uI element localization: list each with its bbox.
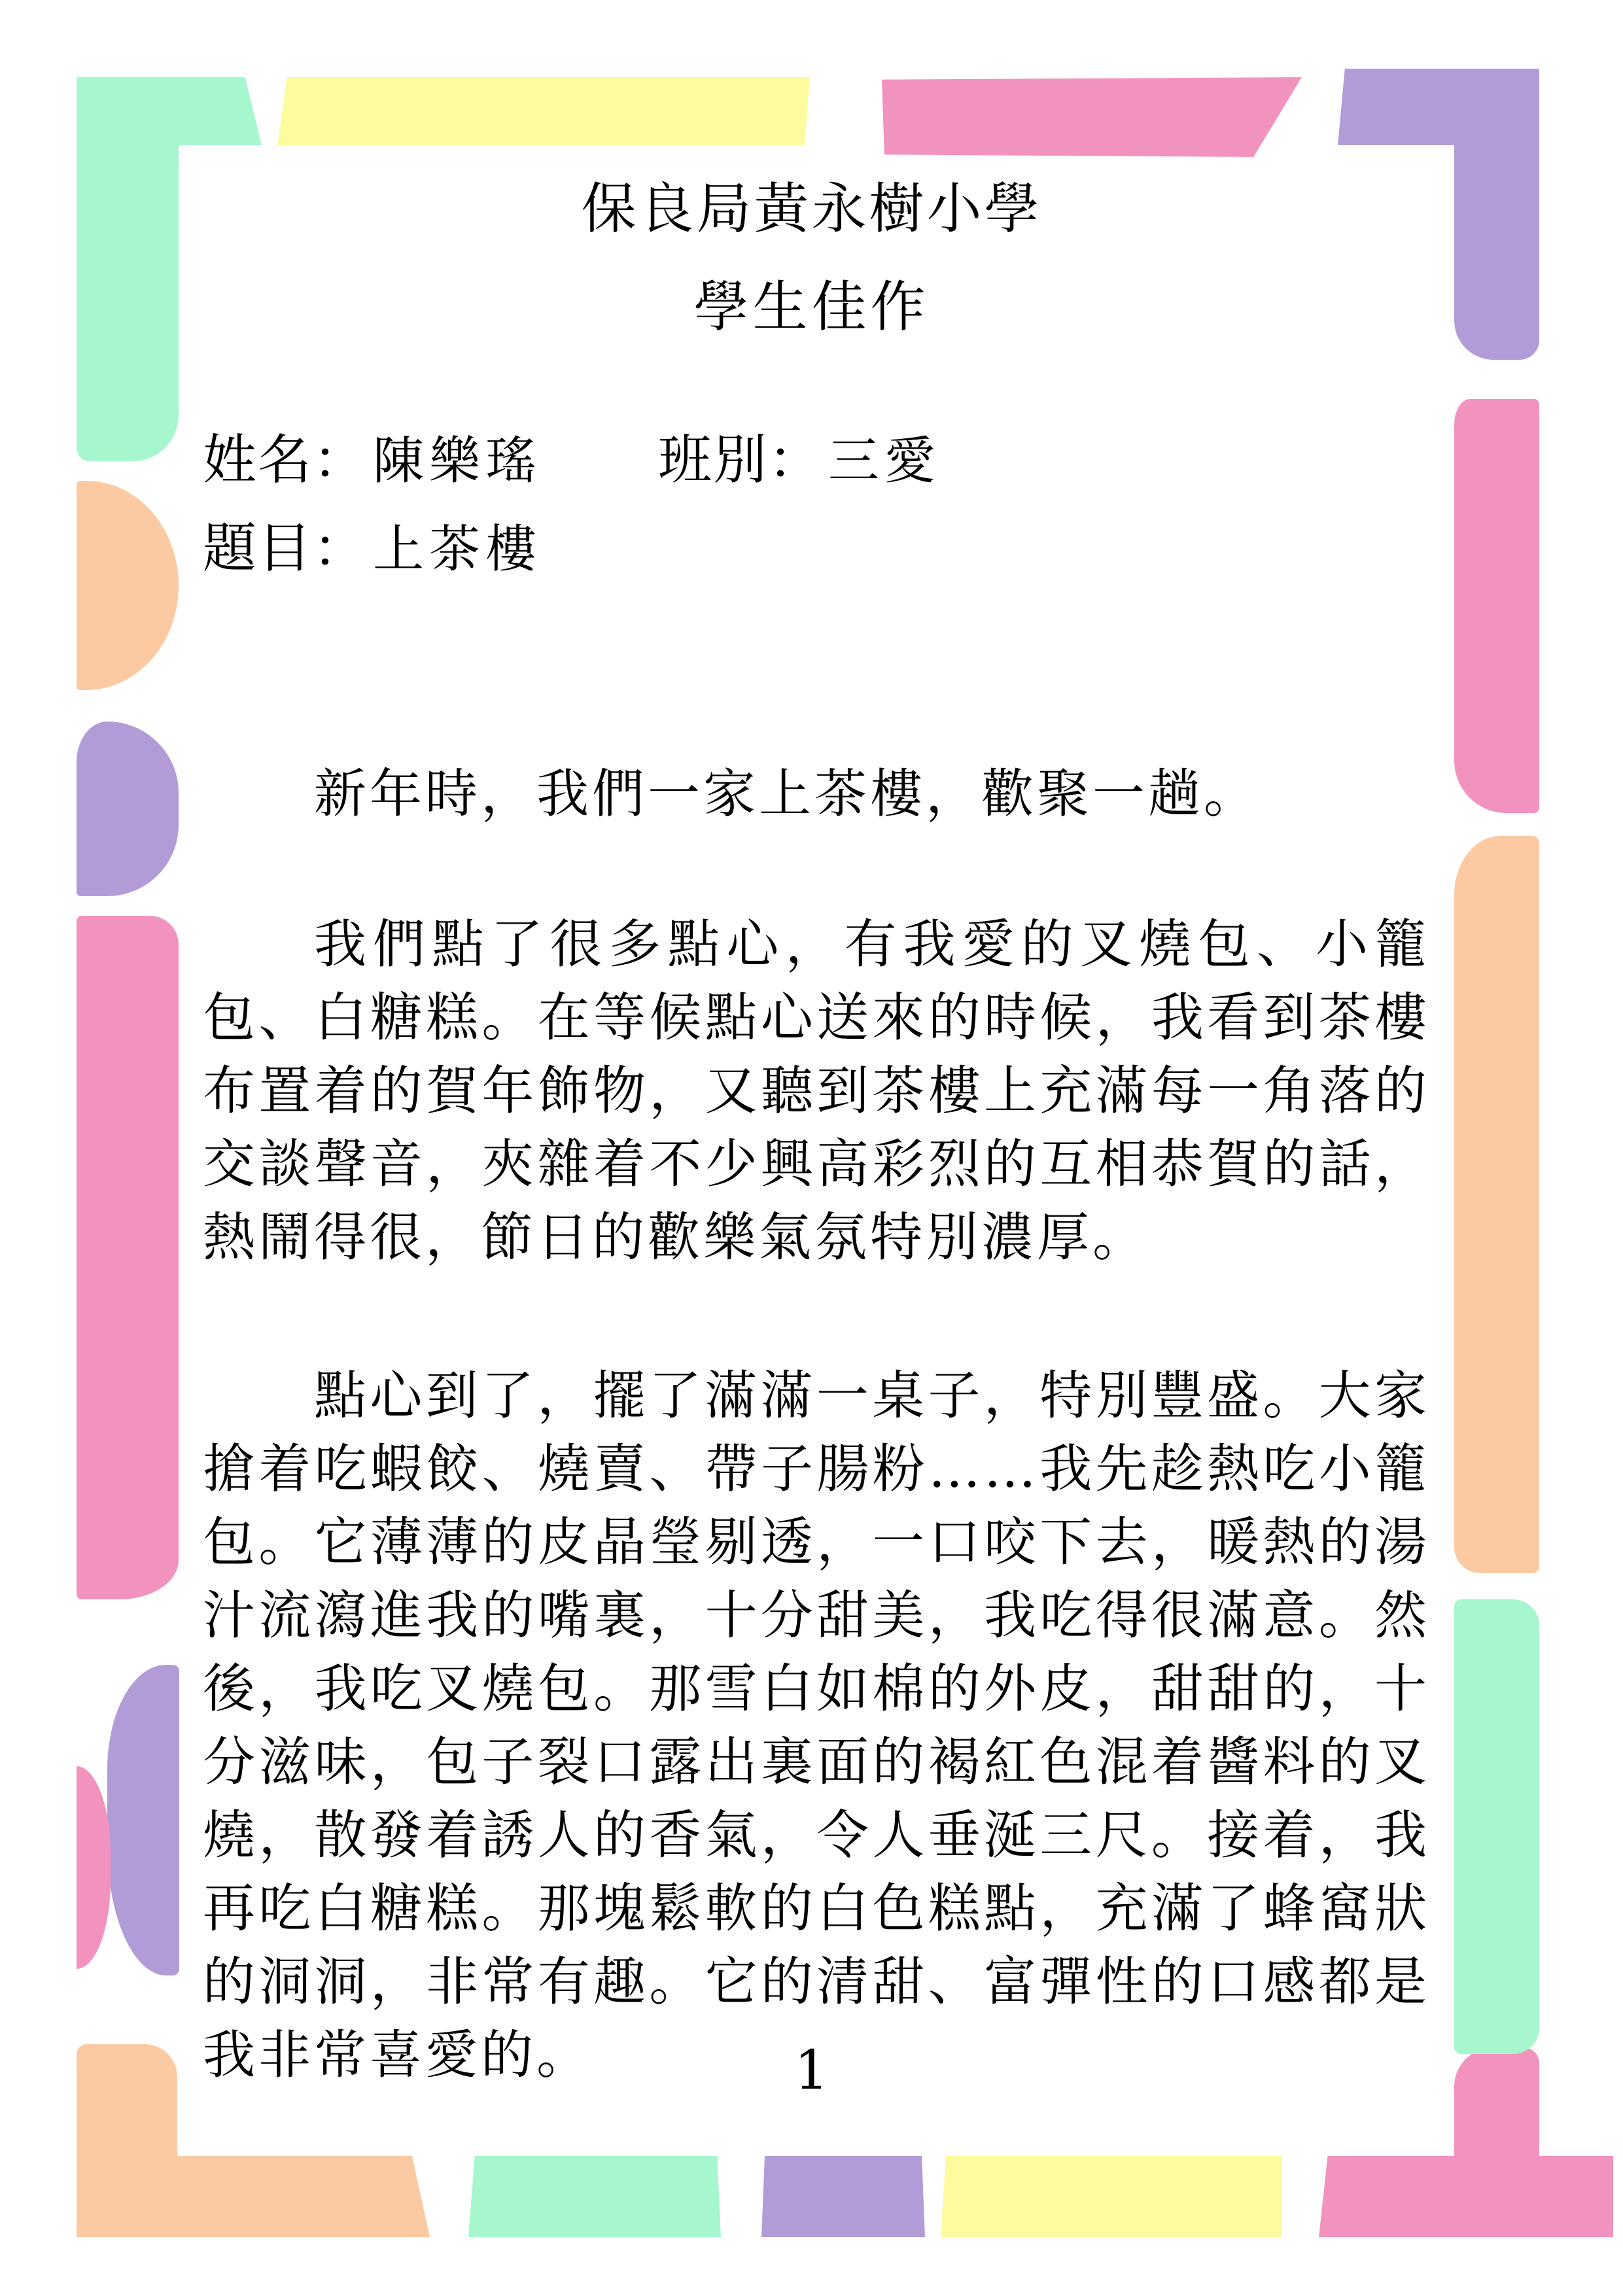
class-group — [658, 424, 941, 498]
name-label: 姓名： — [203, 430, 368, 490]
page-number: 1 — [794, 2040, 829, 2102]
collection-title: 學生佳作 — [693, 276, 930, 338]
class-label: 班別： — [658, 430, 824, 490]
meta-row-name-class — [203, 424, 1426, 498]
student-meta-block — [203, 424, 1426, 586]
name-value: 陳樂瑤 — [373, 432, 542, 491]
essay-paragraph-3: 點心到了，擺了滿滿一桌子，特別豐盛。大家搶着吃蝦餃、燒賣、帶子腸粉……我先趁熱吃小籠包。它薄薄的皮晶瑩剔透，一口咬下去，暖熱的湯汁流瀉進我的嘴裏，十分甜美，我吃得很滿意。然後，我吃叉燒包。那雪白如棉的外皮，甜甜的，十分滋味，包子裂口露出裏面的褐紅色混着醬料的叉燒，散發着誘人的香氣，令人垂涎三尺。接着，我再吃白糖糕。那塊鬆軟的白色糕點，充滿了蜂窩狀的洞洞，非常有趣。它的清甜、富彈性的口感都是我非常喜愛的。 — [203, 1365, 1430, 2085]
topic-value: 上茶樓 — [373, 520, 542, 579]
meta-row-topic — [203, 512, 1426, 586]
class-value: 三愛 — [828, 432, 941, 491]
school-name-title: 保良局黃永樹小學 — [581, 178, 1042, 239]
essay-paragraph-1: 新年時，我們一家上茶樓，歡聚一趟。 — [314, 763, 1259, 824]
topic-label: 題目： — [203, 519, 368, 578]
essay-paragraph-2: 我們點了很多點心，有我愛的叉燒包、小籠包、白糖糕。在等候點心送來的時候，我看到茶樓布置着的賀年飾物，又聽到茶樓上充滿每一角落的交談聲音，夾雜着不少興高彩烈的互相恭賀的話，熱鬧得很，節日的歡樂氣氛特別濃厚。 — [203, 914, 1430, 1268]
